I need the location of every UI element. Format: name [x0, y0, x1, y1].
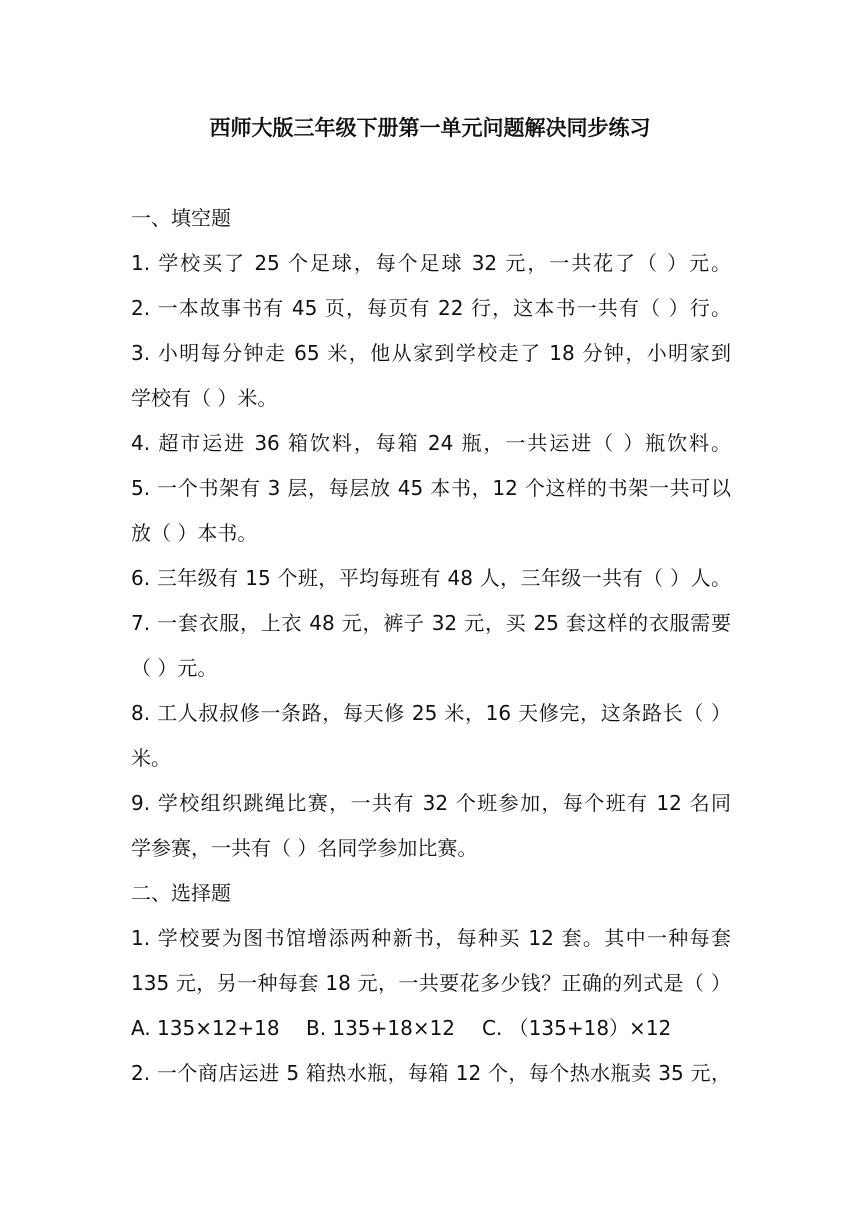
fill-blank-q7-line1: 7. 一套衣服，上衣 48 元，裤子 32 元，买 25 套这样的衣服需要	[131, 611, 731, 635]
fill-blank-q2: 2. 一本故事书有 45 页，每页有 22 行，这本书一共有（ ）行。	[131, 296, 731, 320]
choice-q1-option-a: A. 135×12+18	[131, 1016, 280, 1040]
choice-q1-option-c: C. （135+18）×12	[482, 1016, 672, 1040]
fill-blank-q8-line1: 8. 工人叔叔修一条路，每天修 25 米，16 天修完，这条路长（ ）	[131, 701, 731, 725]
fill-blank-q5-line1: 5. 一个书架有 3 层，每层放 45 本书，12 个这样的书架一共可以	[131, 476, 731, 500]
section-heading-multiple-choice: 二、选择题	[131, 881, 231, 905]
section-heading-fill-blank: 一、填空题	[131, 206, 231, 230]
choice-q2-line1: 2. 一个商店运进 5 箱热水瓶，每箱 12 个，每个热水瓶卖 35 元，	[131, 1061, 731, 1085]
fill-blank-q4: 4. 超市运进 36 箱饮料，每箱 24 瓶，一共运进（ ）瓶饮料。	[131, 431, 731, 455]
fill-blank-q8-line2: 米。	[131, 746, 171, 770]
fill-blank-q1: 1. 学校买了 25 个足球，每个足球 32 元，一共花了（ ）元。	[131, 251, 731, 275]
choice-q1-line2: 135 元，另一种每套 18 元，一共要花多少钱？正确的列式是（ ）	[131, 971, 731, 995]
fill-blank-q7-line2: （ ）元。	[131, 656, 218, 680]
fill-blank-q3-line2: 学校有（ ）米。	[131, 386, 278, 410]
fill-blank-q3-line1: 3. 小明每分钟走 65 米，他从家到学校走了 18 分钟，小明家到	[131, 341, 731, 365]
choice-q1-line1: 1. 学校要为图书馆增添两种新书，每种买 12 套。其中一种每套	[131, 926, 731, 950]
fill-blank-q5-line2: 放（ ）本书。	[131, 521, 258, 545]
choice-q1-option-b: B. 135+18×12	[306, 1016, 456, 1040]
fill-blank-q9-line2: 学参赛，一共有（ ）名同学参加比赛。	[131, 836, 478, 860]
fill-blank-q9-line1: 9. 学校组织跳绳比赛，一共有 32 个班参加，每个班有 12 名同	[131, 791, 731, 815]
fill-blank-q6: 6. 三年级有 15 个班，平均每班有 48 人，三年级一共有（ ）人。	[131, 566, 731, 590]
page-title: 西师大版三年级下册第一单元问题解决同步练习	[209, 116, 651, 140]
